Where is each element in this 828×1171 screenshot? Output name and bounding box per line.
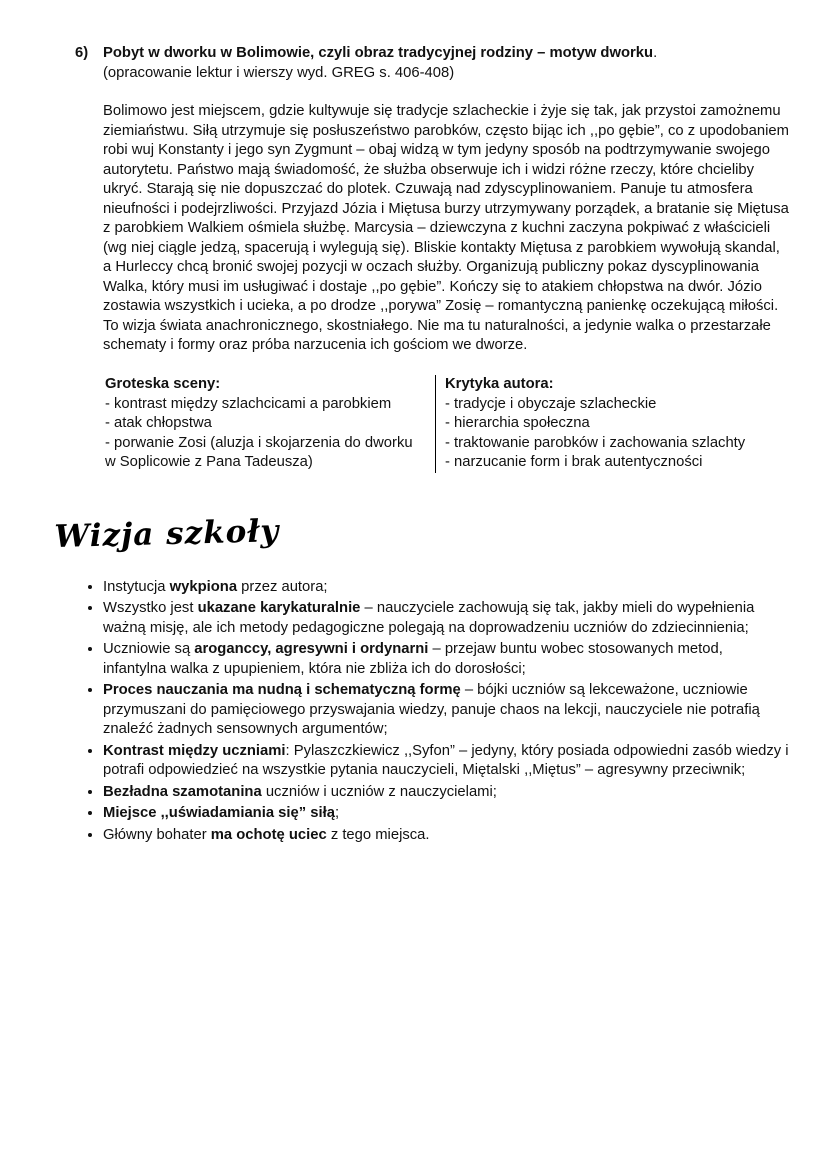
section-6 bbox=[75, 44, 790, 473]
grotesque-scenes-heading: Groteska sceny: bbox=[105, 375, 221, 392]
section-body bbox=[103, 44, 790, 473]
critique-item: - hierarchia społeczna bbox=[445, 415, 590, 432]
section-number: 6) bbox=[75, 45, 89, 61]
grotesque-item: - kontrast między szlachcicami a parobkiem bbox=[105, 395, 392, 412]
section-subtitle: (opracowanie lektur i wierszy wyd. GREG s. 406-408) bbox=[103, 64, 455, 81]
grotesque-scenes-column bbox=[103, 375, 435, 473]
section-title-period: . bbox=[653, 45, 658, 61]
handwritten-heading-school-vision: Wizja szkoły bbox=[53, 512, 280, 555]
list-item: • Bezładna szamotanina uczniów i uczniów z nauczycielami; bbox=[103, 783, 790, 803]
list-item: • Proces nauczania ma nudną i schematyczną formę – bójki uczniów są lekceważone, uczniowie przymuszani do pamięciowego przyswajania wiedzy, panuje chaos na lekcji, nauczyciele nie potrafią znaleźć żadnych sensownych argumentów; bbox=[103, 681, 790, 740]
school-vision-list bbox=[75, 578, 790, 846]
list-item: • Kontrast między uczniami: Pylaszczkiewicz ,,Syfon” – jedyny, który posiada odpowiedni zasób wiedzy i potrafi odpowiedzieć na wszystkie pytania nauczycieli, Miętalski ,,Miętus” – agresywny przeciwnik; bbox=[103, 742, 790, 781]
section-title-text: Pobyt w dworku w Bolimowie, czyli obraz tradycyjnej rodziny – motyw dworku bbox=[103, 45, 654, 61]
list-item: • Miejsce ,,uświadamiania się” siłą; bbox=[103, 804, 790, 824]
section-title bbox=[103, 44, 790, 64]
list-item: • Uczniowie są aroganccy, agresywni i ordynarni – przejaw buntu wobec stosowanych metod, infantylna walka z upupieniem, która nie zbliża ich do dorosłości; bbox=[103, 640, 790, 679]
author-critique-heading: Krytyka autora: bbox=[445, 375, 554, 392]
list-item: • Instytucja wykpiona przez autora; bbox=[103, 578, 790, 598]
critique-item: - traktowanie parobków i zachowania szlachty bbox=[445, 434, 746, 451]
paragraph-bolimowo: Bolimowo jest miejscem, gdzie kultywuje się tradycje szlacheckie i żyje się tak, jak przystoi zamożnemu ziemiaństwu. Siłą utrzymuje się posłuszeństwo parobków, często bijąc ich ,,po gębie”, co z upodobaniem robi wuj Konstanty i jego syn Zygmunt – obaj widzą w tym jedyny sposób na podtrzymywanie swojego autorytetu. Państwo mają świadomość, że służba obserwuje ich i widzi różne rzeczy, które chcieliby ukryć. Starają się nie dopuszczać do plotek. Czuwają nad zdyscyplinowaniem. Panuje tu atmosfera nieufności i podejrzliwości. Przyjazd Józia i Miętusa burzy utrzymywany porządek, a bratanie się Miętusa z parobkiem Walkiem ośmiela służbę. Marcysia – dziewczyna z kuchni zaczyna pokpiwać z właścicieli (wg niej ciągle jedzą, spacerują i wylegują się). Bliskie kontakty Miętusa z parobkiem wywołują skandal, a Hurleccy chcą bronić swojej pozycji w oczach służby. Organizują publiczny pokaz dyscyplinowania Walka, który musi im usługiwać i dostaje ,,po gębie”. Kończy się to atakiem chłopstwa na dwór. Józio zostawia wszystkich i ucieka, a po drodze ,,porywa” Zosię – romantyczną panienkę oczekującą miłości. bbox=[103, 103, 789, 315]
critique-item: - tradycje i obyczaje szlacheckie bbox=[445, 395, 657, 412]
list-item: • Główny bohater ma ochotę uciec z tego miejsca. bbox=[103, 826, 790, 846]
critique-item: - narzucanie form i brak autentyczności bbox=[445, 454, 703, 471]
grotesque-item: - porwanie Zosi (aluzja i skojarzenia do dworku w Soplicowie z Pana Tadeusza) bbox=[105, 434, 413, 471]
grotesque-item: - atak chłopstwa bbox=[105, 415, 212, 432]
paragraph-conclusion: To wizja świata anachronicznego, skostniałego. Nie ma tu naturalności, a jedynie walka o przestarzałe schematy i formy oraz próba narzucenia ich gościom we dworze. bbox=[103, 317, 771, 354]
comparison-columns bbox=[103, 375, 790, 473]
list-item: • Wszystko jest ukazane karykaturalnie – nauczyciele zachowują się tak, jakby mieli do wypełnienia ważną misję, ale ich metody pedagogiczne polegają na doprowadzeniu uczniów do zdziecinnienia; bbox=[103, 599, 790, 638]
author-critique-column bbox=[436, 375, 790, 473]
